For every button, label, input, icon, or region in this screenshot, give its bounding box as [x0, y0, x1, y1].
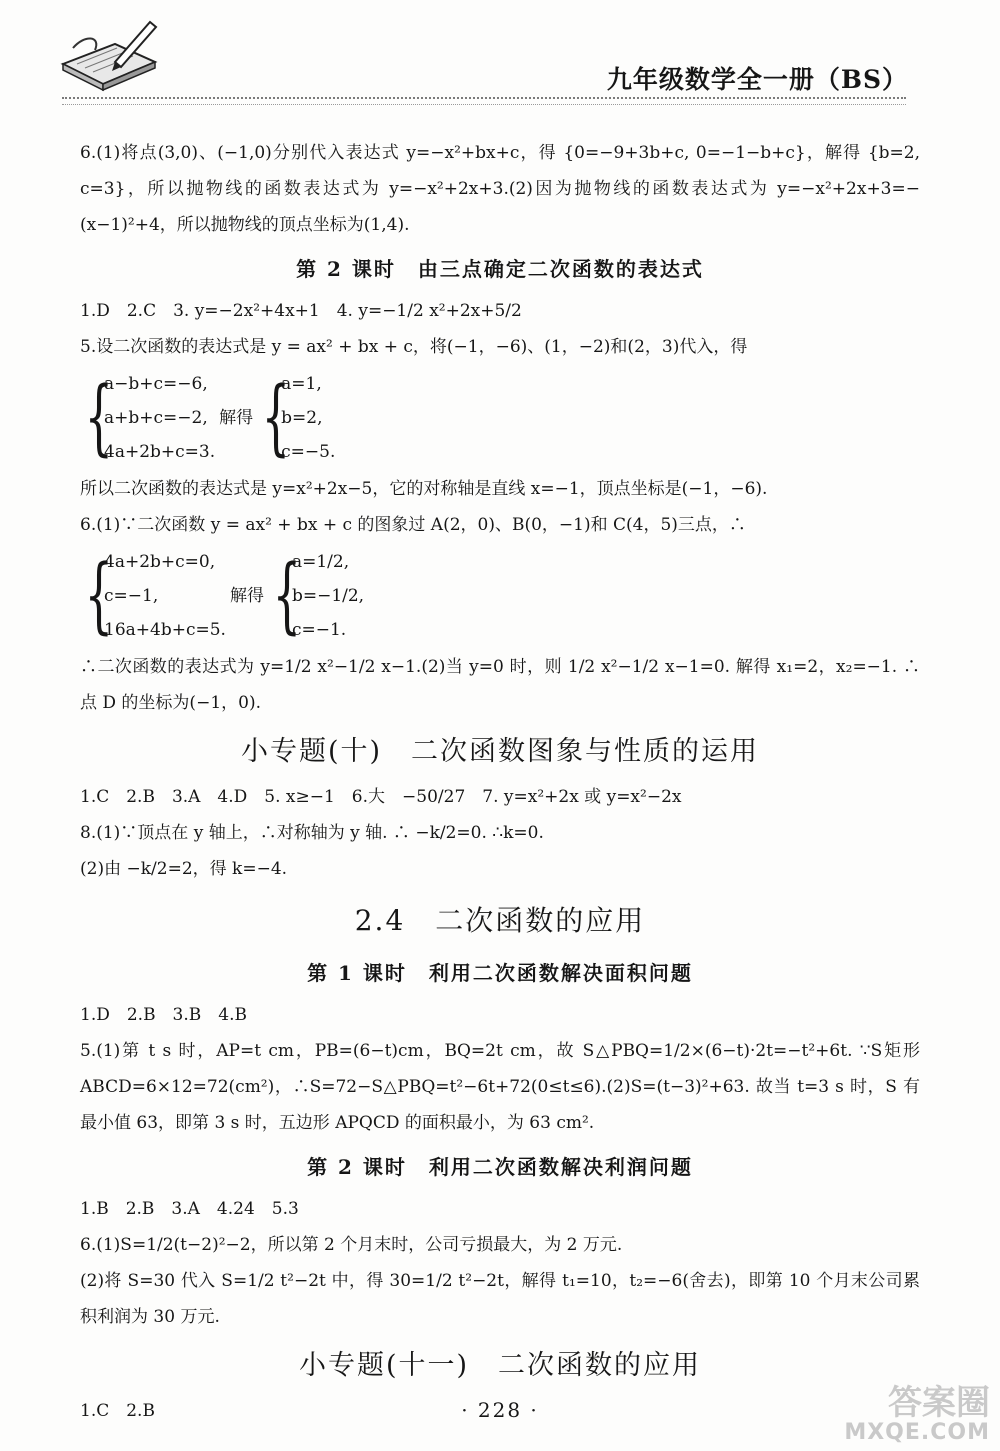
lesson2b-question-6-part2: (2)将 S=30 代入 S=1/2 t²−2t 中，得 30=1/2 t²−2t，解得 t₁=10，t₂=−6(舍去)，即第 10 个月末公司累积利润为 30 万元.	[80, 1271, 920, 1327]
solution: b=2,	[281, 408, 323, 428]
lesson2-q6-conclusion: ∴二次函数的表达式为 y=1/2 x²−1/2 x−1.(2)当 y=0 时，则 1/2 x²−1/2 x−1=0. 解得 x₁=2，x₂=−1. ∴点 D 的坐标为(−1，0).	[80, 657, 920, 713]
lesson2-question-6: 6.(1)∵二次函数 y = ax² + bx + c 的图象过 A(2，0)、B(0，−1)和 C(4，5)三点，∴	[80, 515, 746, 535]
equation-system	[104, 367, 215, 469]
page-number: · 228 ·	[461, 1398, 539, 1422]
lesson1-answers: 1.D 2.B 3.B 4.B	[80, 1005, 247, 1025]
equation: 16a+4b+c=5.	[104, 620, 226, 640]
equation: 4a+2b+c=3.	[104, 442, 216, 462]
topic11-answers: 1.C 2.B	[80, 1401, 155, 1421]
lesson-2b-title: 第 2 课时 利用二次函数解决利润问题	[307, 1155, 693, 1179]
lesson2-q5-conclusion: 所以二次函数的表达式是 y=x²+2x−5，它的对称轴是直线 x=−1，顶点坐标是(−1，−6).	[80, 479, 768, 499]
equation: 4a+2b+c=0,	[104, 552, 216, 572]
solve-label: 解得	[219, 408, 254, 428]
lesson2b-answers: 1.B 2.B 3.A 4.24 5.3	[80, 1199, 299, 1219]
solution: b=−1/2,	[291, 586, 365, 606]
lesson2-answers: 1.D 2.C 3. y=−2x²+4x+1 4. y=−1/2 x²+2x+5/2	[80, 301, 522, 321]
equation: c=−1,	[104, 586, 159, 606]
left-brace-icon: {	[261, 370, 291, 466]
lesson-2-title: 第 2 课时 由三点确定二次函数的表达式	[296, 257, 704, 281]
equation: a+b+c=−2,	[104, 408, 208, 428]
solution: a=1,	[281, 374, 322, 394]
solution: c=−5.	[281, 442, 336, 462]
question-6-previous: 6.(1)将点(3,0)、(−1,0)分别代入表达式 y=−x²+bx+c，得 {0=−9+3b+c, 0=−1−b+c}，解得 {b=2, c=3}，所以抛物线的函数表达式为 y=−x²+2x+3.(2)因为抛物线的函数表达式为 y=−x²+2x+3=−(x−1)²+4，所以抛物线的顶点坐标为(1,4).	[80, 143, 920, 235]
topic-11-title: 小专题(十一) 二次函数的应用	[298, 1350, 702, 1381]
topic10-question-8-part1: 8.(1)∵顶点在 y 轴上，∴对称轴为 y 轴. ∴ −k/2=0. ∴k=0.	[80, 823, 544, 843]
answer-content	[80, 135, 920, 1429]
lesson2-q5-systems	[80, 367, 920, 469]
left-brace-icon: {	[84, 370, 114, 466]
watermark	[844, 1383, 990, 1448]
lesson-1-title: 第 1 课时 利用二次函数解决面积问题	[307, 961, 693, 985]
left-brace-icon: {	[84, 548, 114, 644]
watermark-line2: MXQE.COM	[844, 1420, 990, 1445]
book-title: 九年级数学全一册（BS）	[606, 65, 908, 94]
topic10-question-8-part2: (2)由 −k/2=2，得 k=−4.	[80, 859, 288, 879]
lesson1-question-5: 5.(1)第 t s 时，AP=t cm，PB=(6−t)cm，BQ=2t cm，故 S△PBQ=1/2×(6−t)·2t=−t²+6t. ∵S矩形ABCD=6×12=72(cm²)，∴S=72−S△PBQ=t²−6t+72(0≤t≤6).(2)S=(t−3)²+63. 故当 t=3 s 时，S 有最小值 63，即第 3 s 时，五边形 APQCD 的面积最小，为 63 cm².	[80, 1041, 920, 1133]
lesson2-q6-systems	[80, 545, 920, 647]
lesson2b-question-6-part1: 6.(1)S=1/2(t−2)²−2，所以第 2 个月末时，公司亏损最大，为 2 万元.	[80, 1235, 623, 1255]
lesson2-question-5: 5.设二次函数的表达式是 y = ax² + bx + c，将(−1，−6)、(1，−2)和(2，3)代入，得	[80, 337, 748, 357]
equation-system	[104, 545, 226, 647]
watermark-line1: 答案圈	[888, 1383, 990, 1423]
solution: a=1/2,	[291, 552, 350, 572]
topic10-answers: 1.C 2.B 3.A 4.D 5. x≥−1 6.大 −50/27 7. y=x²+2x 或 y=x²−2x	[80, 787, 682, 807]
topic-10-title: 小专题(十) 二次函数图象与性质的运用	[240, 736, 760, 767]
solution-system	[292, 545, 364, 647]
left-brace-icon: {	[272, 548, 302, 644]
solution: c=−1.	[291, 620, 347, 640]
section-2-4-title: 2.4 二次函数的应用	[354, 904, 646, 937]
solve-label: 解得	[229, 586, 264, 606]
notebook-pencil-icon	[55, 14, 165, 92]
header-rule	[62, 97, 906, 105]
page-header	[0, 0, 1000, 112]
equation: a−b+c=−6,	[104, 374, 208, 394]
